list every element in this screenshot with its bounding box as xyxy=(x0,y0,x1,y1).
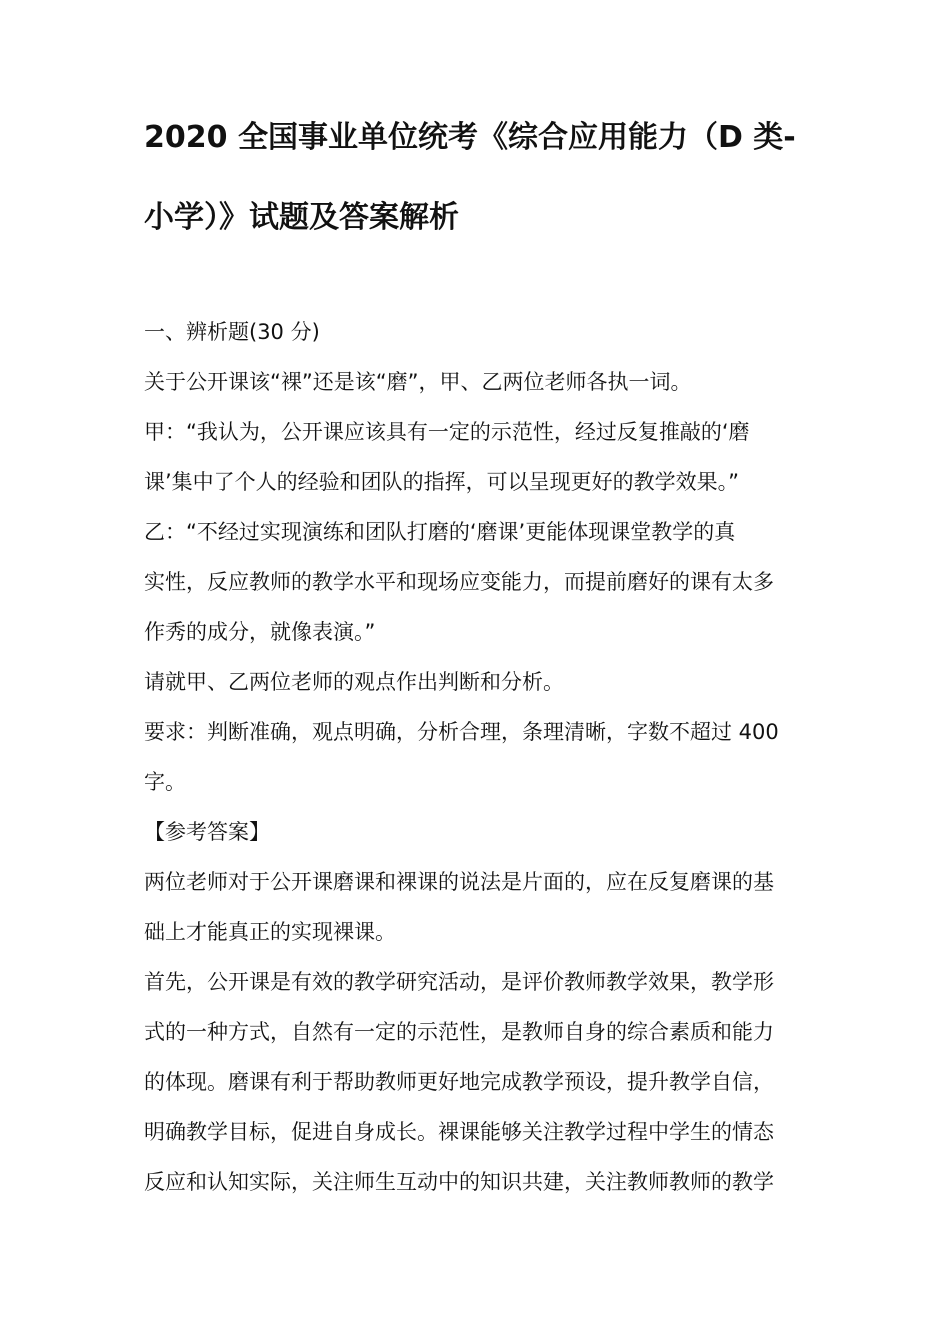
answer-line: 首先，公开课是有效的教学研究活动，是评价教师教学效果，教学形 xyxy=(144,970,774,994)
paragraph-line: 作秀的成分，就像表演。” xyxy=(144,620,376,644)
document-title-line-1: 2020 全国事业单位统考《综合应用能力（D 类- xyxy=(144,120,796,155)
question-instruction: 请就甲、乙两位老师的观点作出判断和分析。 xyxy=(144,670,564,694)
question-intro: 关于公开课该“裸”还是该“磨”，甲、乙两位老师各执一词。 xyxy=(144,370,692,394)
answer-line: 式的一种方式，自然有一定的示范性，是教师自身的综合素质和能力 xyxy=(144,1020,774,1044)
answer-line: 两位老师对于公开课磨课和裸课的说法是片面的，应在反复磨课的基 xyxy=(144,870,774,894)
section-heading: 一、辨析题(30 分) xyxy=(144,320,320,344)
paragraph-line: 甲：“我认为，公开课应该具有一定的示范性，经过反复推敲的‘磨 xyxy=(144,420,750,444)
answer-heading: 【参考答案】 xyxy=(144,820,270,844)
document-title-line-2: 小学）》试题及答案解析 xyxy=(144,200,459,235)
answer-line: 明确教学目标，促进自身成长。裸课能够关注教学过程中学生的情态 xyxy=(144,1120,774,1144)
answer-line: 的体现。磨课有利于帮助教师更好地完成教学预设，提升教学自信， xyxy=(144,1070,774,1094)
paragraph-line: 实性，反应教师的教学水平和现场应变能力，而提前磨好的课有太多 xyxy=(144,570,774,594)
answer-line: 反应和认知实际，关注师生互动中的知识共建，关注教师教师的教学 xyxy=(144,1170,774,1194)
paragraph-line: 字。 xyxy=(144,770,186,794)
paragraph-line: 乙：“不经过实现演练和团队打磨的‘磨课’更能体现课堂教学的真 xyxy=(144,520,736,544)
question-requirement: 要求：判断准确，观点明确，分析合理，条理清晰，字数不超过 400 xyxy=(144,720,779,744)
paragraph-line: 课’集中了个人的经验和团队的指挥，可以呈现更好的教学效果。” xyxy=(144,470,740,494)
answer-line: 础上才能真正的实现裸课。 xyxy=(144,920,396,944)
